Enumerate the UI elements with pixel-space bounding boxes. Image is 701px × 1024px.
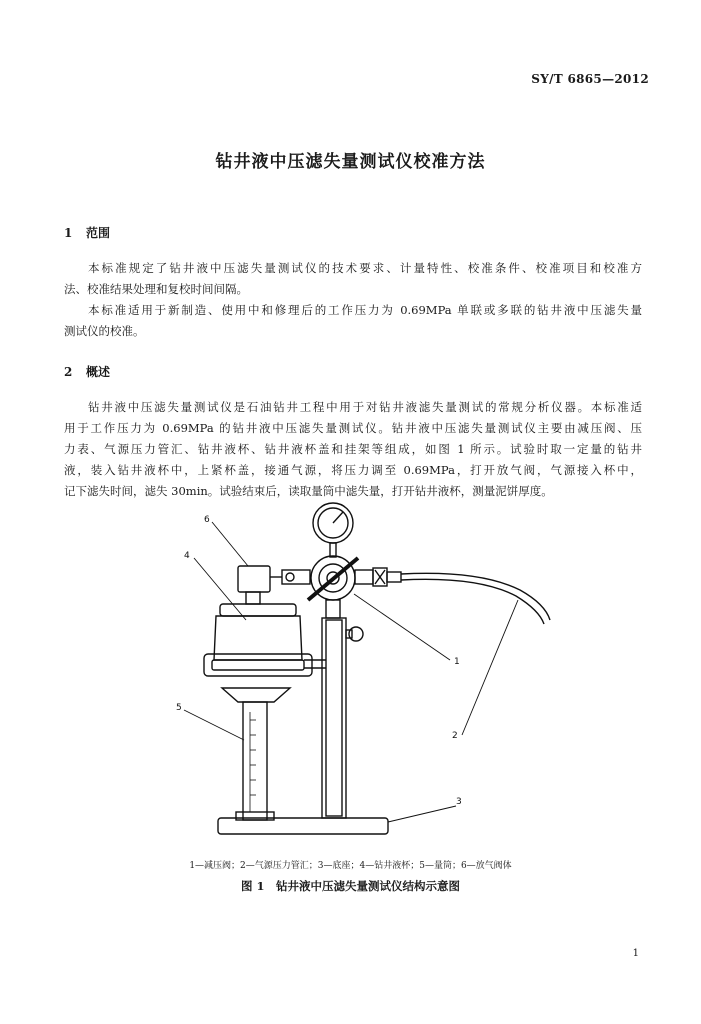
page-number: 1: [632, 948, 639, 959]
connector-nut: [286, 573, 294, 581]
section-number: 2: [64, 365, 73, 379]
text-line: 力表、气源压力管汇、钻井液杯、钻井液杯盖和挂架等组成，如图 1 所示。试验时取一定量的钻井: [64, 442, 642, 456]
callout-6: 6: [204, 515, 210, 525]
hose-fitting: [355, 570, 373, 584]
section-title: 范围: [86, 226, 111, 240]
leader-line-5: [184, 710, 244, 740]
filtrate-funnel: [222, 688, 290, 702]
figure-legend: 1—减压阀；2—气源压力管汇；3—底座；4—钻井液杯；5—量筒；6—放气阀体: [189, 861, 512, 871]
leader-line-1: [354, 594, 450, 660]
leader-line-6: [212, 522, 248, 566]
text-line: 法、校准结果处理和复校时间间隔。: [64, 282, 248, 296]
gas-supply-hose: [401, 573, 550, 620]
bleed-valve-stem: [246, 592, 260, 604]
callout-4: 4: [184, 551, 190, 561]
text-line: 液，装入钻井液杯中，上紧杯盖，接通气源，将压力调至 0.69MPa，打开放气阀，气源接入杯中，: [64, 463, 642, 477]
callout-2: 2: [452, 731, 458, 741]
document-title: 钻井液中压滤失量测试仪校准方法: [215, 152, 486, 172]
text-line: 本标准适用于新制造、使用中和修理后的工作压力为 0.69MPa 单联或多联的钻井液中压滤失量: [88, 303, 642, 317]
text-line: 测试仪的校准。: [64, 324, 145, 338]
text-line: 记下滤失时间，滤失 30min。试验结束后，读取量筒中滤失量，打开钻井液杯，测量泥饼厚度。: [64, 484, 553, 498]
gauge-stem: [330, 543, 336, 557]
section-2-heading: [64, 363, 110, 380]
clamp-knob: [349, 627, 363, 641]
bleed-valve-body: [238, 566, 270, 592]
text-line: 钻井液中压滤失量测试仪是石油钻井工程中用于对钻井液滤失量测试的常规分析仪器。本标准适: [88, 400, 642, 414]
apparatus-figure: [150, 500, 560, 845]
section-1-paragraph-1: [64, 258, 642, 300]
leader-line-2: [462, 600, 518, 735]
section-1-paragraph-2: [64, 300, 642, 342]
callout-5: 5: [176, 703, 182, 713]
section-title: 概述: [86, 365, 111, 379]
text-line: 本标准规定了钻井液中压滤失量测试仪的技术要求、计量特性、校准条件、校准项目和校准方: [88, 261, 642, 275]
callout-3: 3: [456, 797, 462, 807]
support-post-inner: [326, 620, 342, 816]
section-number: 1: [64, 226, 73, 240]
section-2-paragraph-1: [64, 397, 642, 502]
cup-frame: [204, 654, 312, 676]
cup-lid: [220, 604, 296, 616]
text-line: 用于工作压力为 0.69MPa 的钻井液中压滤失量测试仪。钻井液中压滤失量测试仪主要由减压阀、压: [64, 421, 642, 435]
figure-caption: 图 1 钻井液中压滤失量测试仪结构示意图: [240, 879, 460, 893]
gauge-needle: [333, 512, 343, 523]
gas-supply-hose-inner: [401, 579, 544, 624]
callout-1: 1: [454, 657, 460, 667]
standard-code: SY/T 6865—2012: [531, 72, 649, 86]
regulator-neck: [326, 600, 340, 618]
apparatus-diagram: [150, 500, 560, 845]
leader-line-3: [388, 806, 456, 822]
section-1-heading: [64, 224, 110, 241]
hose-nipple: [387, 572, 401, 582]
cylinder-foot: [236, 812, 274, 820]
cup-frame-inner: [212, 660, 304, 670]
